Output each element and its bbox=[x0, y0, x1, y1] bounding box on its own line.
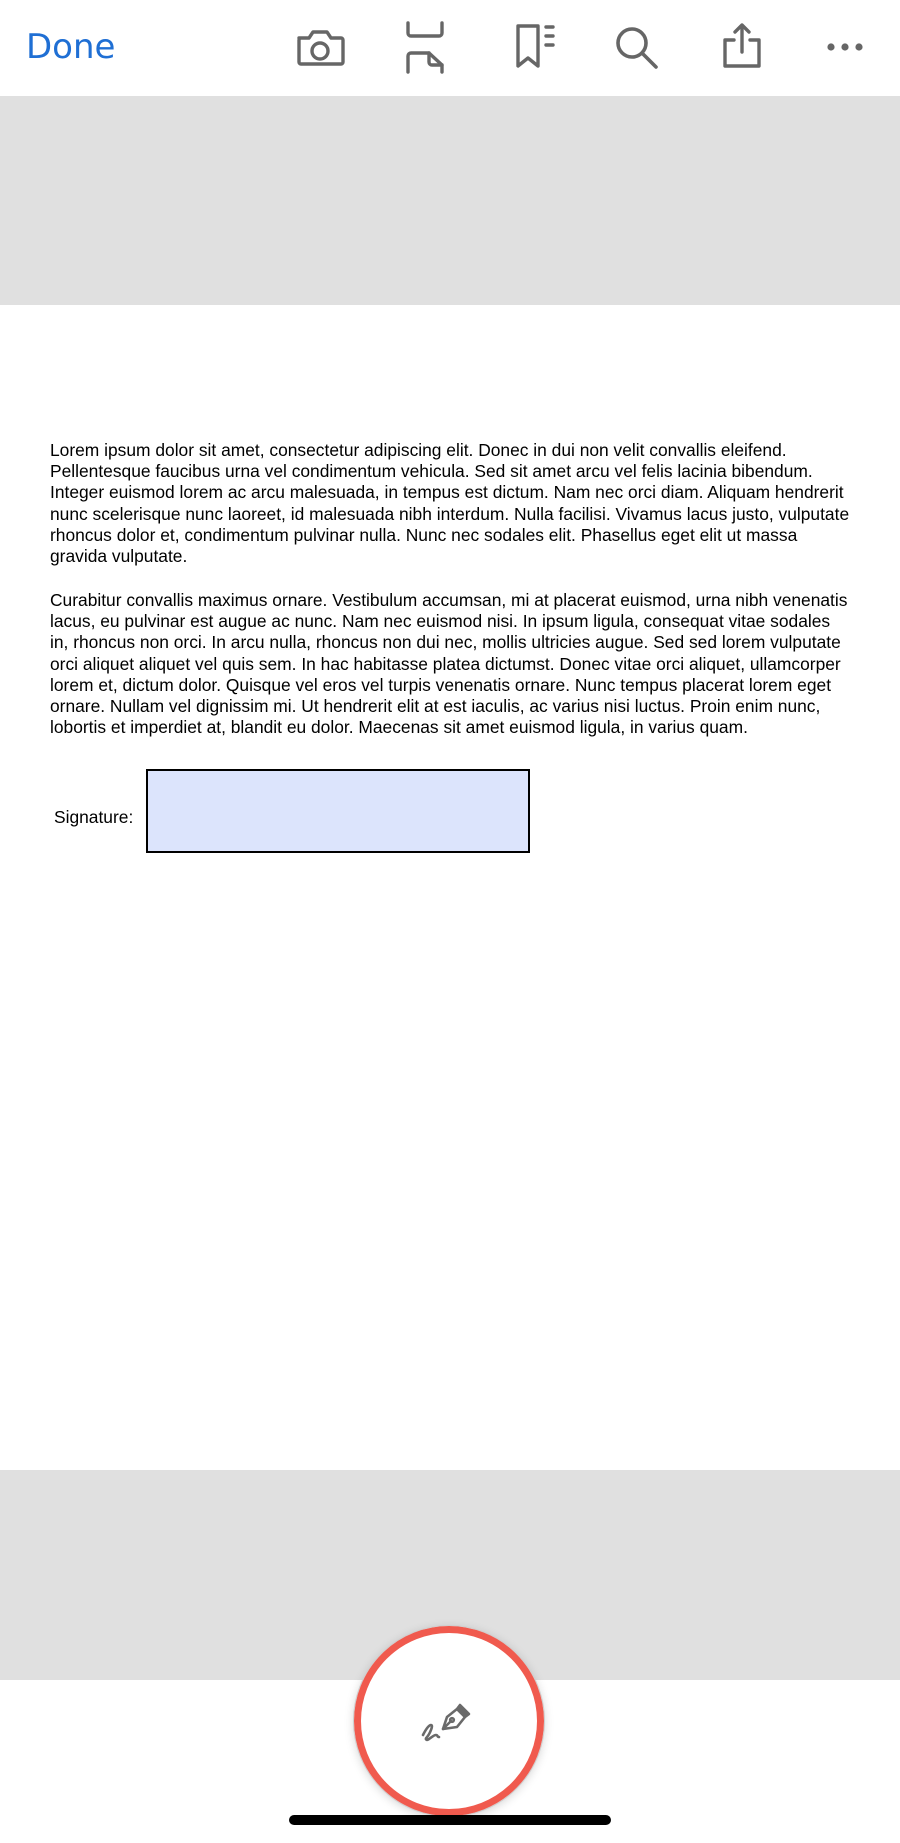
document-paragraph-2: Curabitur convallis maximus ornare. Vestibulum accumsan, mi at placerat euismod, urna nibh venenatis lacus, eu pulvinar est augue ac nunc. Nam nec euismod nisi. In ipsum ligula, consequat vitae sodales in, rhoncus non orci. In arcu nulla, rhoncus non dui nec, mollis ultricies augue. Sed sed lorem vulputate orci aliquet aliquet vel quis sem. In hac habitasse platea dictumst. Donec vitae orci aliquet, ullamcorper lorem et, dictum dolor. Quisque vel eros vel turpis venenatis ornare. Nunc tempus placerat lorem eget ornare. Nullam vel dignissim mi. Ut hendrerit elit at est iaculis, ac varius nisi luctus. Proin enim nunc, lobortis et imperdiet at, blandit eu dolor. Maecenas sit amet euismod ligula, in varius quam. bbox=[50, 590, 848, 738]
fill-and-sign-button[interactable] bbox=[354, 1626, 544, 1816]
camera-icon[interactable] bbox=[290, 18, 350, 78]
top-toolbar bbox=[0, 0, 900, 96]
done-button[interactable]: Done bbox=[26, 27, 116, 67]
search-icon[interactable] bbox=[606, 18, 666, 78]
share-icon[interactable] bbox=[712, 18, 772, 78]
document-paragraph-1: Lorem ipsum dolor sit amet, consectetur adipiscing elit. Donec in dui non velit convallis eleifend. Pellentesque faucibus urna vel condimentum vehicula. Sed sit amet arcu vel felis lacinia bibendum. Integer euismod lorem ac arcu malesuada, in tempus est dictum. Nam nec orci diam. Aliquam hendrerit nunc scelerisque nunc laoreet, id malesuada nibh interdum. Nulla facilisi. Vivamus lacus justo, vulputate rhoncus dolor et, condimentum pulvinar nulla. Nunc nec sodales elit. Phasellus eget elit ut massa gravida vulputate. bbox=[50, 440, 850, 567]
signature-label: Signature: bbox=[54, 807, 134, 827]
page-layout-icon[interactable] bbox=[396, 18, 456, 78]
signature-field[interactable] bbox=[146, 769, 530, 853]
fill-and-sign-pen-icon bbox=[419, 1691, 479, 1751]
canvas-background-top bbox=[0, 96, 900, 305]
more-icon[interactable] bbox=[815, 18, 875, 78]
document-page[interactable] bbox=[0, 305, 900, 1470]
bookmark-list-icon[interactable] bbox=[504, 18, 564, 78]
home-indicator bbox=[289, 1815, 611, 1825]
